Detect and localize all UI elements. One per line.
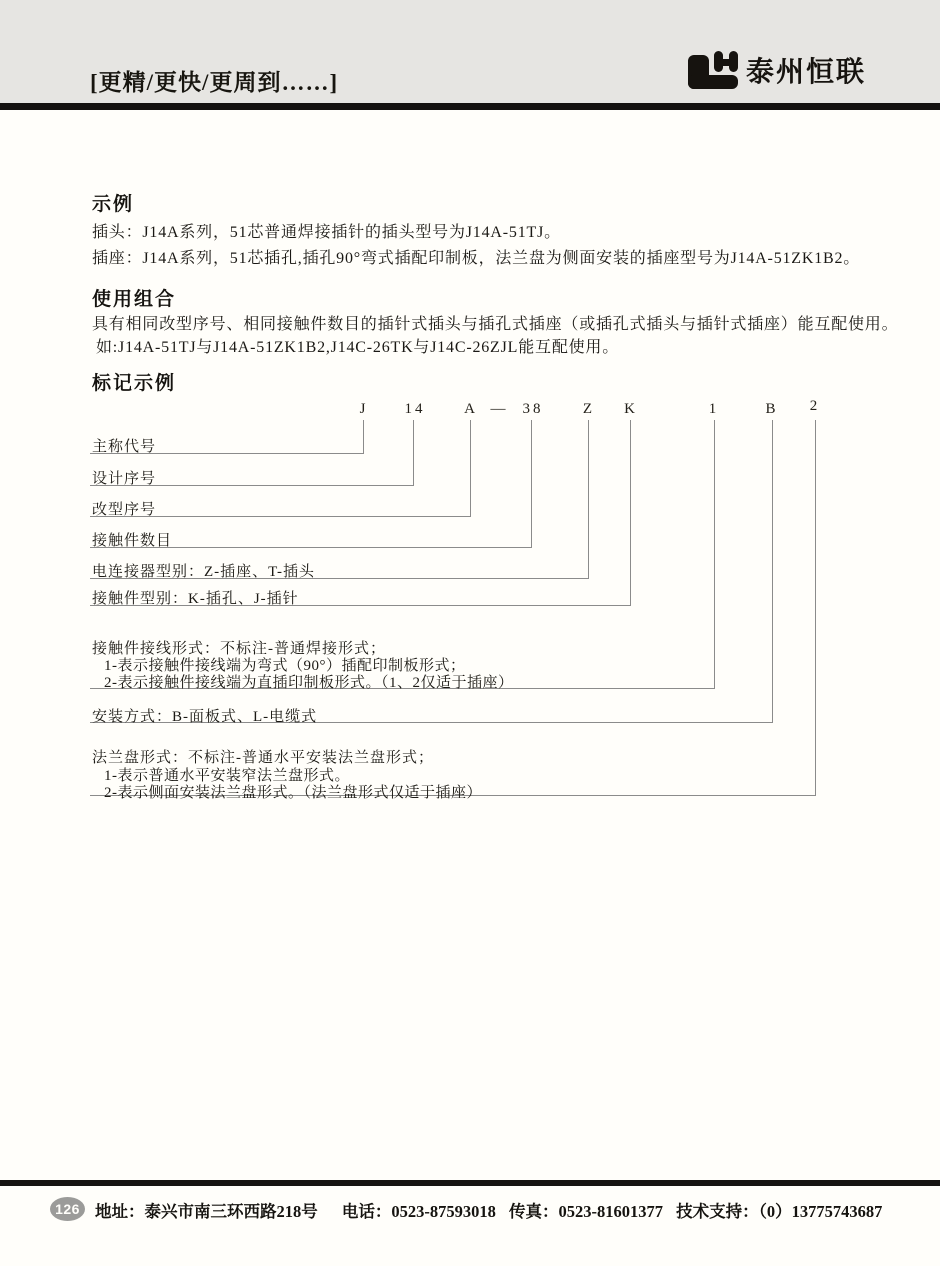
marking-code-dash: —	[490, 401, 506, 417]
section-title-marking: 标记示例	[92, 373, 177, 394]
marking-code-part: 2	[809, 398, 821, 414]
section-title-example: 示例	[92, 194, 135, 215]
footer-contact-info	[95, 1198, 891, 1222]
brand-logo-icon	[688, 51, 738, 89]
marking-code-part: K	[624, 401, 638, 417]
brand-logo	[688, 50, 866, 90]
marking-row-subline: 2-表示接触件接线端为直插印制板形式。（1、2仅适于插座）	[104, 675, 514, 691]
marking-code-part: 1	[708, 401, 720, 417]
marking-code-part: 38	[522, 401, 544, 417]
marking-row-label: 安装方式：B-面板式、L-电缆式	[92, 709, 318, 725]
footer-divider	[0, 1180, 940, 1186]
brand-name: 泰州恒联	[746, 56, 867, 87]
footer-phone: 电话：0523-87593018	[341, 1202, 496, 1221]
marking-row-label: 接触件数目	[92, 533, 173, 549]
usage-line-rule: 具有相同改型序号、相同接触件数目的插针式插头与插孔式插座（或插孔式插头与插针式插座）能互配使用。	[92, 316, 899, 333]
marking-code-part: Z	[582, 401, 596, 417]
marking-code-part: J	[359, 401, 369, 417]
marking-row-label: 接触件接线形式：不标注-普通焊接形式；	[92, 641, 386, 657]
example-line-socket: 插座：J14A系列，51芯插孔,插孔90°弯式插配印制板，法兰盘为侧面安装的插座型号为J14A-51ZK1B2。	[92, 250, 861, 267]
section-title-usage: 使用组合	[92, 289, 177, 310]
marking-row-subline: 1-表示接触件接线端为弯式（90°）插配印制板形式；	[104, 658, 466, 674]
marking-row-label: 接触件型别：K-插孔、J-插针	[92, 591, 299, 607]
marking-row-subline: 1-表示普通水平安装窄法兰盘形式。	[104, 768, 350, 784]
usage-line-example: 如:J14A-51TJ与J14A-51ZK1B2,J14C-26TK与J14C-26ZJL能互配使用。	[96, 339, 620, 356]
marking-code-part: B	[765, 401, 779, 417]
marking-row-label: 电连接器型别：Z-插座、T-插头	[92, 564, 315, 580]
marking-row-label: 改型序号	[92, 502, 157, 518]
marking-code-part: A	[464, 401, 478, 417]
connector-line	[90, 420, 816, 796]
footer-address: 地址：泰兴市南三环西路218号	[95, 1202, 318, 1221]
header-divider	[0, 103, 940, 110]
marking-row-label: 法兰盘形式：不标注-普通水平安装法兰盘形式；	[92, 750, 434, 766]
marking-row-label: 设计序号	[92, 471, 157, 487]
page-header	[0, 0, 940, 103]
page-number-badge: 126	[50, 1197, 85, 1221]
marking-row-label: 主称代号	[92, 439, 157, 455]
marking-code-part: 14	[404, 401, 426, 417]
example-line-plug: 插头：J14A系列，51芯普通焊接插针的插头型号为J14A-51TJ。	[92, 224, 561, 241]
footer-tech-support: 技术支持：（0）13775743687	[676, 1202, 883, 1221]
footer-fax: 传真：0523-81601377	[509, 1202, 663, 1221]
header-slogan: [更精/更快/更周到……]	[90, 70, 339, 95]
marking-row-subline: 2-表示侧面安装法兰盘形式。（法兰盘形式仅适于插座）	[104, 785, 482, 801]
